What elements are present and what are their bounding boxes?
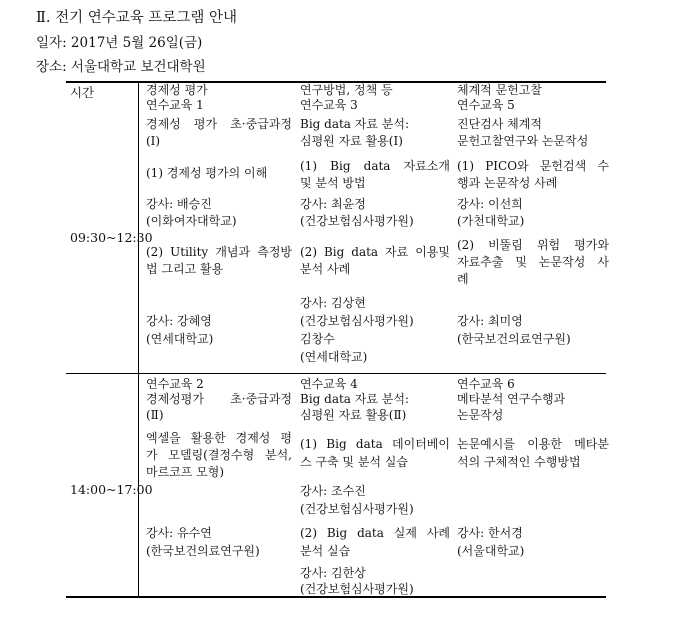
section-title: Ⅱ. 전기 연수교육 프로그램 안내 [36,10,237,26]
talk-title: (2) Utility 개념과 측정방 [146,245,292,259]
track-category: 체계적 문헌고찰 [457,83,542,97]
talk-title: 논문예시를 이용한 메타분 [457,437,609,451]
track-name: 연수교육 5 [457,98,515,112]
track-title: 경제성평가 초·중급과정 [146,392,292,406]
talk-title-cont: 석의 구체적인 수행방법 [457,455,581,469]
talk-title: (1) Big data 데이터베이 [300,437,450,451]
lecturer-affiliation: (연세대학교) [300,350,368,364]
lecturer-name: 강사: 최윤정 [300,197,366,211]
track-name: 연수교육 6 [457,377,515,391]
lecturer-affiliation: (건강보험심사평가원) [300,214,414,228]
talk-title: (1) Big data 자료소개 [300,159,450,173]
track-category: 경제성 평가 [146,83,208,97]
track-title-cont: (Ⅱ) [146,408,164,422]
talk-title-cont: 가 모델링(결정수형 분석, [146,448,292,462]
talk-title-cont: 법 그리고 활용 [146,262,224,276]
track-title-cont: (Ⅰ) [146,134,161,148]
track-title: Big data 자료 분석: [300,117,410,131]
talk-title-cont: 마르코프 모형) [146,465,225,479]
lecturer-name: 강사: 유수연 [146,526,212,540]
lecturer-affiliation: (가천대학교) [457,214,525,228]
talk-title-cont: 분석 사례 [300,262,351,276]
track-title: 메타분석 연구수행과 [457,392,566,406]
lecturer-name: 강사: 김상현 [300,296,366,310]
session-time-afternoon: 14:00~17:00 [70,482,153,497]
talk-title: (2) Big data 자료 이용및 [300,245,450,259]
lecturer-name: 강사: 조수진 [300,484,366,498]
lecturer-name: 김창수 [300,332,335,346]
lecturer-name: 강사: 이선희 [457,197,523,211]
lecturer-affiliation: (연세대학교) [146,332,214,346]
lecturer-affiliation: (서울대학교) [457,544,525,558]
talk-title-cont: 례 [457,272,469,286]
track-title-cont: 심평원 자료 활용(Ⅱ) [300,408,407,422]
track-title-cont: 심평원 자료 활용(Ⅰ) [300,134,403,148]
track-name: 연수교육 1 [146,98,204,112]
track-name: 연수교육 2 [146,377,204,391]
time-column-header: 시간 [70,85,95,100]
talk-title: (2) 비뚤림 위험 평가와 [457,238,609,252]
lecturer-affiliation: (건강보험심사평가원) [300,314,414,328]
lecturer-name: 강사: 최미영 [457,314,523,328]
talk-title: (2) Big data 실제 사례 [300,526,450,540]
event-date: 일자: 2017년 5월 26일(금) [36,35,203,51]
lecturer-name: 강사: 강혜영 [146,314,212,328]
track-title-cont: 논문작성 [457,408,504,422]
talk-title-cont: 자료추출 및 논문작성 사 [457,255,609,269]
lecturer-affiliation: (이화여자대학교) [146,214,237,228]
talk-title-cont: 분석 실습 [300,544,351,558]
lecturer-affiliation: (건강보험심사평가원) [300,582,414,596]
track-title: 진단검사 체계적 [457,117,542,131]
lecturer-name: 강사: 김한상 [300,566,366,580]
track-category: 연구방법, 정책 등 [300,83,393,97]
talk-title-cont: 행과 논문작성 사례 [457,176,558,190]
track-title-cont: 문헌고찰연구와 논문작성 [457,134,589,148]
event-venue: 장소: 서울대학교 보건대학원 [36,59,206,75]
session-divider [66,373,606,374]
track-name: 연수교육 4 [300,377,358,391]
talk-title-cont: 스 구축 및 분석 실습 [300,455,408,469]
lecturer-affiliation: (한국보건의료연구원) [457,332,571,346]
lecturer-affiliation: (건강보험심사평가원) [300,502,414,516]
track-title: 경제성 평가 초·중급과정 [146,117,292,131]
talk-title-cont: 및 분석 방법 [300,176,366,190]
lecturer-name: 강사: 배승진 [146,197,212,211]
talk-title: (1) 경제성 평가의 이해 [146,166,268,180]
lecturer-name: 강사: 한서경 [457,526,523,540]
talk-title: (1) PICO와 문헌검색 수 [457,159,609,173]
column-divider-time [138,82,139,597]
track-title: Big data 자료 분석: [300,392,410,406]
talk-title: 엑셀을 활용한 경제성 평 [146,431,292,445]
session-time-morning: 09:30~12:30 [70,230,153,245]
track-name: 연수교육 3 [300,98,358,112]
lecturer-affiliation: (한국보건의료연구원) [146,544,260,558]
